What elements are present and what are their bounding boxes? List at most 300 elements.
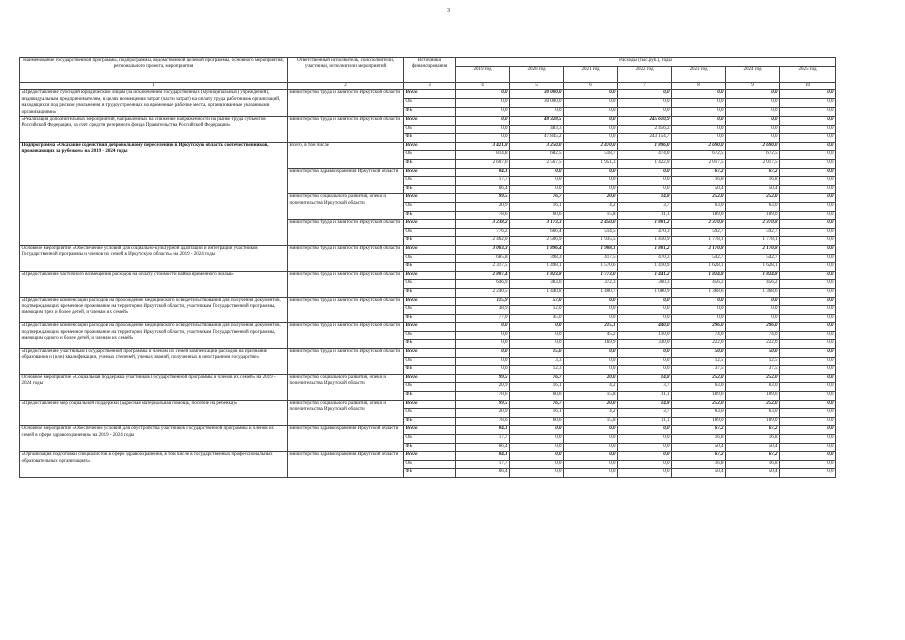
amount-cell: 0,0 bbox=[780, 435, 836, 444]
amount-cell: 16,8 bbox=[726, 435, 780, 444]
amount-cell: 1 080,9 bbox=[618, 288, 672, 297]
amount-cell: 1 881,2 bbox=[618, 245, 672, 254]
amount-cell: 16,8 bbox=[672, 460, 726, 469]
amount-cell: 3 250,0 bbox=[510, 142, 564, 151]
table-row bbox=[20, 323, 836, 332]
amount-cell: 666,4 bbox=[510, 228, 564, 237]
amount-cell: 296,0 bbox=[672, 323, 726, 332]
amount-cell: 2 017,5 bbox=[726, 160, 780, 169]
amount-cell: 592,7 bbox=[672, 228, 726, 237]
amount-cell: 0,0 bbox=[456, 108, 510, 117]
amount-cell: 0,0 bbox=[456, 366, 510, 375]
amount-cell: 4,2 bbox=[564, 383, 618, 392]
amount-cell: 0,0 bbox=[672, 306, 726, 315]
header-expenses: Расходы (тыс.руб.), годы bbox=[456, 58, 836, 67]
amount-cell: 2 240,5 bbox=[456, 288, 510, 297]
amount-cell: 57,0 bbox=[510, 297, 564, 306]
amount-cell: 45,2 bbox=[564, 331, 618, 340]
amount-cell: 1 778,1 bbox=[726, 237, 780, 246]
amount-cell: 2 462,0 bbox=[456, 237, 510, 246]
row-executor-cell: министерство социального развития, опеки и попечительства Иркутской области bbox=[288, 374, 404, 400]
header-year: 2024 год bbox=[726, 67, 780, 83]
amount-cell: 1 824,8 bbox=[672, 271, 726, 280]
amount-cell: 189,0 bbox=[672, 211, 726, 220]
funding-source-cell: ФБ bbox=[404, 211, 456, 220]
row-executor-cell: министерство труда и занятости Иркутской области bbox=[288, 220, 404, 246]
funding-source-cell: Всего bbox=[404, 117, 456, 126]
header-name: Наименование государственной программы, подпрограммы, ведомственной целевой программы, основного мероприятия, регионального проекта, мероприятия bbox=[20, 58, 288, 83]
amount-cell: 0,0 bbox=[564, 349, 618, 358]
amount-cell: 0,0 bbox=[456, 134, 510, 143]
amount-cell: 1 570,6 bbox=[564, 263, 618, 272]
amount-cell: 0,0 bbox=[726, 125, 780, 134]
row-executor-cell: министерство здравоохранения Иркутской области bbox=[288, 452, 404, 478]
amount-cell: 0,0 bbox=[780, 125, 836, 134]
amount-cell: 0,0 bbox=[780, 254, 836, 263]
amount-cell: 0,0 bbox=[780, 108, 836, 117]
amount-cell: 189,0 bbox=[726, 417, 780, 426]
funding-source-cell: Всего bbox=[404, 220, 456, 229]
amount-cell: 0,0 bbox=[780, 452, 836, 461]
amount-cell: 0,0 bbox=[618, 357, 672, 366]
header-year: 2019 год bbox=[456, 67, 510, 83]
table-row bbox=[20, 117, 836, 126]
amount-cell: 222,0 bbox=[726, 340, 780, 349]
amount-cell: 0,0 bbox=[780, 400, 836, 409]
amount-cell: 542,7 bbox=[672, 254, 726, 263]
amount-cell: 0,0 bbox=[780, 228, 836, 237]
amount-cell: 0,0 bbox=[564, 357, 618, 366]
amount-cell: 0,0 bbox=[564, 443, 618, 452]
row-name-cell: «Предоставление компенсации расходов на прохождение медицинского освидетельствования для получения документов, подтверждающих временное проживание на территории Иркутской области, участникам Государственной программы, имеющим трех и более детей, и членам их семей» bbox=[20, 297, 288, 323]
row-executor-cell: министерство социального развития, опеки и попечительства Иркутской области bbox=[288, 194, 404, 220]
amount-cell: 542,7 bbox=[726, 254, 780, 263]
amount-cell: 592,7 bbox=[726, 228, 780, 237]
amount-cell: 99,5 bbox=[456, 194, 510, 203]
amount-cell: 67,2 bbox=[726, 168, 780, 177]
amount-cell: 17,7 bbox=[456, 460, 510, 469]
amount-cell: 2 370,8 bbox=[672, 220, 726, 229]
amount-cell: 50,4 bbox=[726, 185, 780, 194]
amount-cell: 50,4 bbox=[726, 443, 780, 452]
funding-source-cell: Всего bbox=[404, 168, 456, 177]
amount-cell: 0,0 bbox=[456, 323, 510, 332]
amount-cell: 0,0 bbox=[780, 245, 836, 254]
amount-cell: 0,0 bbox=[618, 443, 672, 452]
amount-cell: 20,9 bbox=[456, 409, 510, 418]
amount-cell: 1 881,2 bbox=[618, 220, 672, 229]
amount-cell: 2 450,0 bbox=[564, 220, 618, 229]
amount-cell: 672,5 bbox=[672, 151, 726, 160]
amount-cell: 77,0 bbox=[456, 314, 510, 323]
amount-cell: 0,0 bbox=[780, 142, 836, 151]
amount-cell: 78,6 bbox=[456, 417, 510, 426]
amount-cell: 12,0 bbox=[510, 306, 564, 315]
amount-cell: 0,0 bbox=[672, 117, 726, 126]
amount-cell: 11,1 bbox=[618, 392, 672, 401]
amount-cell: 0,0 bbox=[510, 452, 564, 461]
amount-cell: 189,0 bbox=[672, 417, 726, 426]
amount-cell: 15,8 bbox=[564, 211, 618, 220]
amount-cell: 3,7 bbox=[618, 409, 672, 418]
row-executor-cell: министерство труда и занятости Иркутской области bbox=[288, 323, 404, 349]
row-executor-cell: министерство труда и занятости Иркутской области bbox=[288, 90, 404, 117]
amount-cell: 50,4 bbox=[672, 443, 726, 452]
table-row bbox=[20, 271, 836, 280]
amount-cell: 45,0 bbox=[510, 314, 564, 323]
amount-cell: 1 410,9 bbox=[618, 237, 672, 246]
funding-source-cell: Всего bbox=[404, 90, 456, 99]
amount-cell: 360,3 bbox=[618, 280, 672, 289]
amount-cell: 0,0 bbox=[456, 117, 510, 126]
funding-source-cell: Всего bbox=[404, 349, 456, 358]
amount-cell: 3,7 bbox=[618, 383, 672, 392]
amount-cell: 296,0 bbox=[726, 323, 780, 332]
amount-cell: 215,1 bbox=[564, 323, 618, 332]
amount-cell: 66,4 bbox=[456, 469, 510, 478]
row-executor-cell: министерство труда и занятости Иркутской области bbox=[288, 271, 404, 297]
funding-source-cell: Всего bbox=[404, 400, 456, 409]
amount-cell: 0,0 bbox=[564, 426, 618, 435]
amount-cell: 12,5 bbox=[726, 357, 780, 366]
funding-source-cell: ОБ bbox=[404, 125, 456, 134]
amount-cell: 814,8 bbox=[456, 151, 510, 160]
header-year: 2023 год bbox=[672, 67, 726, 83]
funding-source-cell: ФБ bbox=[404, 469, 456, 478]
amount-cell: 1 896,4 bbox=[510, 245, 564, 254]
amount-cell: 60,6 bbox=[510, 211, 564, 220]
amount-cell: 0,0 bbox=[564, 134, 618, 143]
amount-cell: 50,0 bbox=[726, 349, 780, 358]
amount-cell: 0,0 bbox=[510, 426, 564, 435]
header-year: 2022 год bbox=[618, 67, 672, 83]
funding-source-cell: ФБ bbox=[404, 263, 456, 272]
amount-cell: 3 421,8 bbox=[456, 142, 510, 151]
amount-cell: 0,0 bbox=[780, 117, 836, 126]
funding-source-cell: ФБ bbox=[404, 237, 456, 246]
amount-cell: 38,9 bbox=[456, 306, 510, 315]
amount-cell: 16,1 bbox=[510, 409, 564, 418]
funding-source-cell: ФБ bbox=[404, 108, 456, 117]
funding-source-cell: ФБ bbox=[404, 185, 456, 194]
amount-cell: 245 610,9 bbox=[618, 117, 672, 126]
amount-cell: 0,0 bbox=[564, 306, 618, 315]
funding-source-cell: Всего bbox=[404, 245, 456, 254]
amount-cell: 16,8 bbox=[726, 177, 780, 186]
amount-cell: 0,0 bbox=[510, 323, 564, 332]
amount-cell: 0,0 bbox=[780, 263, 836, 272]
amount-cell: 1 628,1 bbox=[726, 263, 780, 272]
amount-cell: 60,6 bbox=[510, 392, 564, 401]
amount-cell: 1 410,9 bbox=[618, 263, 672, 272]
funding-source-cell: Всего bbox=[404, 426, 456, 435]
amount-cell: 15,8 bbox=[564, 417, 618, 426]
funding-source-cell: ФБ bbox=[404, 392, 456, 401]
amount-cell: 0,0 bbox=[780, 306, 836, 315]
amount-cell: 169,9 bbox=[564, 340, 618, 349]
amount-cell: 37,5 bbox=[672, 366, 726, 375]
amount-cell: 0,0 bbox=[618, 99, 672, 108]
amount-cell: 16,8 bbox=[672, 435, 726, 444]
amount-cell: 0,0 bbox=[780, 151, 836, 160]
amount-cell: 0,0 bbox=[456, 331, 510, 340]
amount-cell: 20,9 bbox=[456, 202, 510, 211]
amount-cell: 682,5 bbox=[510, 151, 564, 160]
amount-cell: 0,0 bbox=[618, 426, 672, 435]
table-row bbox=[20, 426, 836, 435]
amount-cell: 67,2 bbox=[672, 426, 726, 435]
amount-cell: 0,0 bbox=[456, 357, 510, 366]
amount-cell: 66,4 bbox=[456, 185, 510, 194]
amount-cell: 0,0 bbox=[780, 383, 836, 392]
amount-cell: 17,7 bbox=[456, 435, 510, 444]
amount-cell: 78,6 bbox=[456, 211, 510, 220]
funding-source-cell: Всего bbox=[404, 452, 456, 461]
amount-cell: 0,0 bbox=[780, 331, 836, 340]
amount-cell: 63,0 bbox=[726, 383, 780, 392]
amount-cell: 2 607,0 bbox=[456, 160, 510, 169]
funding-source-cell: ОБ bbox=[404, 435, 456, 444]
amount-cell: 0,0 bbox=[510, 469, 564, 478]
amount-cell: 12,3 bbox=[510, 366, 564, 375]
amount-cell: 0,0 bbox=[672, 125, 726, 134]
amount-cell: 67,2 bbox=[726, 426, 780, 435]
amount-cell: 2 690,0 bbox=[726, 142, 780, 151]
amount-cell: 50,4 bbox=[672, 469, 726, 478]
amount-cell: 417,5 bbox=[564, 254, 618, 263]
table-row bbox=[20, 400, 836, 409]
amount-cell: 252,0 bbox=[726, 374, 780, 383]
amount-cell: 0,0 bbox=[618, 168, 672, 177]
amount-cell: 1 824,8 bbox=[726, 271, 780, 280]
amount-cell: 20,0 bbox=[564, 194, 618, 203]
amount-cell: 4,2 bbox=[564, 409, 618, 418]
amount-cell: 74,0 bbox=[672, 331, 726, 340]
amount-cell: 0,0 bbox=[780, 392, 836, 401]
amount-cell: 0,0 bbox=[456, 99, 510, 108]
row-name-cell: «Реализация дополнительных мероприятий, направленных на снижение напряженности на рынке труда субъектов Российской Федерации, за счет средств резервного фонда Правительства Российской Федерации» bbox=[20, 117, 288, 143]
row-name-cell: Подпрограмма «Оказание содействия добровольному переселению в Иркутскую область соотечественников, проживающих за рубежом» на 2019 - 2024 годы bbox=[20, 142, 288, 245]
amount-cell: 672,5 bbox=[726, 151, 780, 160]
amount-cell: 1 400,7 bbox=[564, 288, 618, 297]
amount-cell: 646,9 bbox=[456, 280, 510, 289]
funding-source-cell: ОБ bbox=[404, 331, 456, 340]
amount-cell: 37,5 bbox=[726, 366, 780, 375]
amount-cell: 47 845,2 bbox=[510, 134, 564, 143]
amount-cell: 30 000,0 bbox=[510, 90, 564, 99]
amount-cell: 0,0 bbox=[780, 314, 836, 323]
amount-cell: 1 368,6 bbox=[726, 288, 780, 297]
amount-cell: 0,0 bbox=[456, 125, 510, 134]
amount-cell: 0,0 bbox=[780, 194, 836, 203]
amount-cell: 1 441,2 bbox=[618, 271, 672, 280]
header-column-number: 6 bbox=[564, 83, 618, 90]
amount-cell: 0,0 bbox=[510, 443, 564, 452]
funding-source-cell: ФБ bbox=[404, 340, 456, 349]
amount-cell: 50,4 bbox=[726, 469, 780, 478]
amount-cell: 518,7 bbox=[564, 151, 618, 160]
row-executor-cell: министерство труда и занятости Иркутской области bbox=[288, 297, 404, 323]
amount-cell: 0,0 bbox=[780, 211, 836, 220]
amount-cell: 0,0 bbox=[780, 323, 836, 332]
amount-cell: 470,3 bbox=[618, 228, 672, 237]
amount-cell: 0,0 bbox=[726, 117, 780, 126]
amount-cell: 440,0 bbox=[618, 323, 672, 332]
amount-cell: 3,7 bbox=[618, 202, 672, 211]
amount-cell: 1 823,8 bbox=[510, 271, 564, 280]
amount-cell: 252,0 bbox=[726, 194, 780, 203]
amount-cell: 456,2 bbox=[672, 280, 726, 289]
amount-cell: 0,0 bbox=[780, 280, 836, 289]
amount-cell: 2 506,9 bbox=[510, 237, 564, 246]
amount-cell: 470,3 bbox=[618, 254, 672, 263]
budget-table bbox=[19, 57, 836, 478]
funding-source-cell: ОБ bbox=[404, 409, 456, 418]
amount-cell: 20,0 bbox=[564, 400, 618, 409]
amount-cell: 63,0 bbox=[672, 202, 726, 211]
funding-source-cell: ОБ bbox=[404, 357, 456, 366]
amount-cell: 0,0 bbox=[672, 134, 726, 143]
amount-cell: 0,0 bbox=[618, 435, 672, 444]
amount-cell: 84,1 bbox=[456, 452, 510, 461]
header-column-number: 8 bbox=[672, 83, 726, 90]
amount-cell: 2 456,2 bbox=[618, 125, 672, 134]
row-executor-cell: министерство здравоохранения Иркутской области bbox=[288, 426, 404, 452]
funding-source-cell: ОБ bbox=[404, 202, 456, 211]
amount-cell: 11,1 bbox=[618, 211, 672, 220]
amount-cell: 0,0 bbox=[510, 168, 564, 177]
amount-cell: 0,0 bbox=[564, 469, 618, 478]
row-name-cell: Основное мероприятие «Социальная поддержка участников Государственной программы и членов их семей» на 2019 - 2024 годы bbox=[20, 374, 288, 400]
amount-cell: 0,0 bbox=[564, 185, 618, 194]
amount-cell: 14,8 bbox=[618, 374, 672, 383]
amount-cell: 0,0 bbox=[780, 237, 836, 246]
amount-cell: 243 154,7 bbox=[618, 134, 672, 143]
amount-cell: 16,8 bbox=[672, 177, 726, 186]
header-column-number: 1 bbox=[20, 83, 288, 90]
amount-cell: 0,0 bbox=[510, 340, 564, 349]
amount-cell: 0,0 bbox=[726, 99, 780, 108]
amount-cell: 0,0 bbox=[618, 90, 672, 99]
amount-cell: 30 000,0 bbox=[510, 99, 564, 108]
amount-cell: 0,0 bbox=[726, 108, 780, 117]
amount-cell: 16,8 bbox=[726, 460, 780, 469]
amount-cell: 0,0 bbox=[510, 435, 564, 444]
amount-cell: 0,0 bbox=[780, 220, 836, 229]
amount-cell: 0,0 bbox=[564, 314, 618, 323]
amount-cell: 0,0 bbox=[780, 271, 836, 280]
amount-cell: 0,0 bbox=[564, 366, 618, 375]
amount-cell: 0,0 bbox=[726, 314, 780, 323]
funding-source-cell: ОБ bbox=[404, 280, 456, 289]
row-executor-cell: министерство здравоохранения Иркутской области bbox=[288, 168, 404, 194]
amount-cell: 2 170,8 bbox=[726, 245, 780, 254]
funding-source-cell: ОБ bbox=[404, 151, 456, 160]
amount-cell: 1 896,0 bbox=[618, 142, 672, 151]
amount-cell: 0,0 bbox=[780, 177, 836, 186]
row-executor-cell: министерство труда и занятости Иркутской области bbox=[288, 245, 404, 271]
amount-cell: 0,0 bbox=[618, 366, 672, 375]
amount-cell: 0,0 bbox=[780, 134, 836, 143]
row-executor-cell: министерство социального развития, опеки и попечительства Иркутской области bbox=[288, 400, 404, 426]
amount-cell: 0,0 bbox=[564, 99, 618, 108]
amount-cell: 2 470,0 bbox=[564, 142, 618, 151]
table-row bbox=[20, 90, 836, 99]
amount-cell: 0,0 bbox=[780, 426, 836, 435]
amount-cell: 0,0 bbox=[510, 331, 564, 340]
amount-cell: 0,0 bbox=[564, 460, 618, 469]
header-column-number: 5 bbox=[510, 83, 564, 90]
funding-source-cell: Всего bbox=[404, 271, 456, 280]
amount-cell: 0,0 bbox=[564, 177, 618, 186]
amount-cell: 0,0 bbox=[672, 90, 726, 99]
amount-cell: 0,0 bbox=[618, 314, 672, 323]
amount-cell: 474,0 bbox=[618, 151, 672, 160]
header-source: Источники финансирования bbox=[404, 58, 456, 83]
amount-cell: 514,5 bbox=[564, 228, 618, 237]
amount-cell: 0,0 bbox=[672, 314, 726, 323]
amount-cell: 16,1 bbox=[510, 202, 564, 211]
funding-source-cell: ФБ bbox=[404, 160, 456, 169]
amount-cell: 0,0 bbox=[618, 108, 672, 117]
amount-cell: 0,0 bbox=[780, 99, 836, 108]
amount-cell: 67,2 bbox=[726, 452, 780, 461]
amount-cell: 1 935,5 bbox=[564, 237, 618, 246]
table-row bbox=[20, 349, 836, 358]
amount-cell: 50,4 bbox=[672, 185, 726, 194]
amount-cell: 0,0 bbox=[726, 134, 780, 143]
funding-source-cell: ФБ bbox=[404, 366, 456, 375]
amount-cell: 0,0 bbox=[672, 297, 726, 306]
header-year: 2025 год bbox=[780, 67, 836, 83]
amount-cell: 776,2 bbox=[456, 228, 510, 237]
amount-cell: 1 773,0 bbox=[564, 271, 618, 280]
funding-source-cell: ФБ bbox=[404, 288, 456, 297]
funding-source-cell: ФБ bbox=[404, 443, 456, 452]
amount-cell: 0,0 bbox=[618, 469, 672, 478]
amount-cell: 189,0 bbox=[726, 211, 780, 220]
funding-source-cell: Всего bbox=[404, 142, 456, 151]
amount-cell: 63,0 bbox=[726, 202, 780, 211]
amount-cell: 0,0 bbox=[726, 306, 780, 315]
table-row bbox=[20, 297, 836, 306]
amount-cell: 0,0 bbox=[618, 452, 672, 461]
header-column-number: 10 bbox=[780, 83, 836, 90]
funding-source-cell: ОБ bbox=[404, 254, 456, 263]
funding-source-cell: ОБ bbox=[404, 99, 456, 108]
funding-source-cell: ОБ bbox=[404, 383, 456, 392]
amount-cell: 50,0 bbox=[672, 349, 726, 358]
amount-cell: 14,8 bbox=[618, 194, 672, 203]
header-year: 2021 год bbox=[564, 67, 618, 83]
amount-cell: 84,1 bbox=[456, 168, 510, 177]
amount-cell: 2 370,8 bbox=[726, 220, 780, 229]
amount-cell: 0,0 bbox=[510, 177, 564, 186]
funding-source-cell: ФБ bbox=[404, 314, 456, 323]
funding-source-cell: ОБ bbox=[404, 228, 456, 237]
amount-cell: 4,2 bbox=[564, 202, 618, 211]
amount-cell: 1 368,6 bbox=[672, 288, 726, 297]
amount-cell: 456,2 bbox=[726, 280, 780, 289]
amount-cell: 0,0 bbox=[780, 90, 836, 99]
amount-cell: 76,7 bbox=[510, 400, 564, 409]
amount-cell: 1 988,1 bbox=[564, 245, 618, 254]
amount-cell: 2 690,0 bbox=[672, 142, 726, 151]
amount-cell: 398,3 bbox=[510, 254, 564, 263]
amount-cell: 20,9 bbox=[456, 383, 510, 392]
amount-cell: 0,0 bbox=[618, 306, 672, 315]
funding-source-cell: ОБ bbox=[404, 306, 456, 315]
